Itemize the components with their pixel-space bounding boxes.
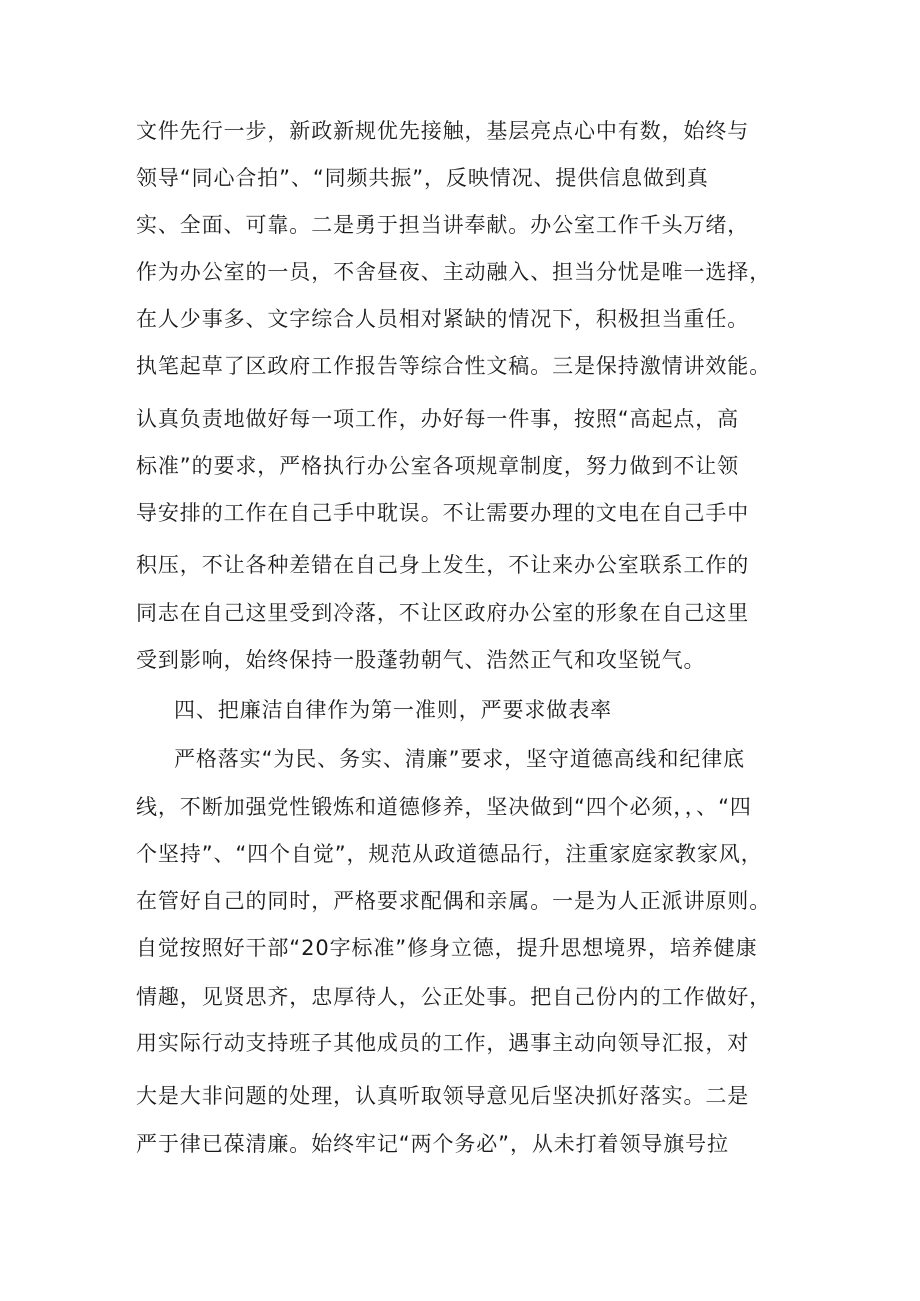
body-text-line: 标准”的要求，严格执行办公室各项规章制度，努力做到不让领 <box>136 454 740 478</box>
paragraph-first-line: 严格落实“为民、务实、清廉”要求，坚守道德高线和纪律底 <box>174 747 746 771</box>
body-text-line: 同志在自己这里受到冷落，不让区政府办公室的形象在自己这里 <box>136 601 750 625</box>
body-text-line: 严于律已葆清廉。始终牢记“两个务必”，从未打着领导旗号拉 <box>136 1132 729 1156</box>
body-text-line: 认真负责地做好每一项工作，办好每一件事，按照“高起点，高 <box>136 407 740 431</box>
section-heading: 四、把廉洁自律作为第一准则，严要求做表率 <box>174 698 612 722</box>
body-text-line: 导安排的工作在自己手中耽误。不让需要办理的文电在自己手中 <box>136 501 750 525</box>
body-text-line: 受到影响，始终保持一股蓬勃朝气、浩然正气和攻坚锐气。 <box>136 648 706 672</box>
body-text-line: 大是大非问题的处理，认真听取领导意见后坚决抓好落实。二是 <box>136 1084 750 1108</box>
body-text-line: 积压，不让各种差错在自己身上发生，不让来办公室联系工作的 <box>136 553 750 577</box>
body-text-line: 在管好自己的同时，严格要求配偶和亲属。一是为人正派讲原则。 <box>136 889 772 913</box>
body-text-line: 情趣，见贤思齐，忠厚待人，公正处事。把自己份内的工作做好， <box>136 985 772 1009</box>
body-text-line: 线，不断加强党性锻炼和道德修养，坚决做到“四个必须，，、“四 <box>136 795 752 819</box>
body-text-line: 在人少事多、文字综合人员相对紧缺的情况下，积极担当重任。 <box>136 307 750 331</box>
body-text-line: 执笔起草了区政府工作报告等综合性文稿。三是保持激情讲效能。 <box>136 354 772 378</box>
body-text-line: 自觉按照好干部“20字标准”修身立德，提升思想境界，培养健康 <box>136 936 758 960</box>
body-text-line: 文件先行一步，新政新规优先接触，基层亮点心中有数，始终与 <box>136 119 750 143</box>
body-text-line: 领导“同心合拍”、“同频共振”，反映情况、提供信息做到真 <box>136 166 709 190</box>
body-text-line: 个坚持”、“四个自觉”，规范从政道德品行，注重家庭家教家风， <box>136 842 763 866</box>
body-text-line: 用实际行动支持班子其他成员的工作，遇事主动向领导汇报，对 <box>136 1031 750 1055</box>
body-text-line: 作为办公室的一员，不舍昼夜、主动融入、担当分忧是唯一选择， <box>136 260 772 284</box>
body-text-line: 实、全面、可靠。二是勇于担当讲奉献。办公室工作千头万绪， <box>136 213 750 237</box>
